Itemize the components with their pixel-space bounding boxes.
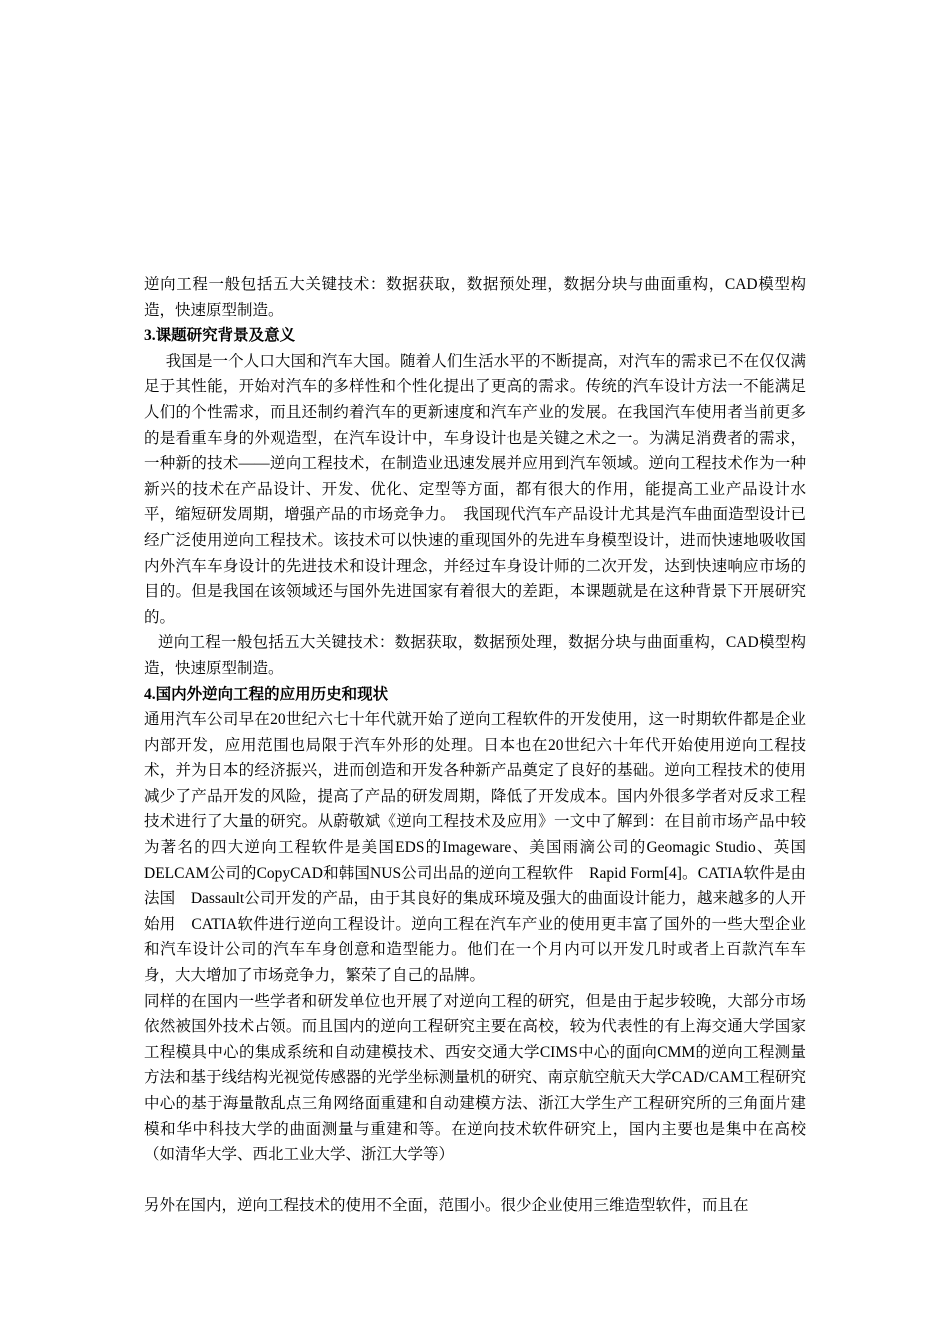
paragraph-key-tech: 逆向工程一般包括五大关键技术：数据获取，数据预处理，数据分块与曲面重构，CAD模型构造，快速原型制造。 [144,634,806,677]
document-page [144,272,806,1219]
paragraph-background: 我国是一个人口大国和汽车大国。随着人们生活水平的不断提高，对汽车的需求已不在仅仅满足于其性能，开始对汽车的多样性和个性化提出了更高的需求。传统的汽车设计方法一不能满足人们的个性需求，而且还制约着汽车的更新速度和汽车产业的发展。在我国汽车使用者当前更多的是看重车身的外观造型，在汽车设计中，车身设计也是关键之术之一。为满足消费者的需求，一种新的技术——逆向工程技术，在制造业迅速发展并应用到汽车领域。逆向工程技术作为一种新兴的技术在产品设计、开发、优化、定型等方面，都有很大的作用，能提高工业产品设计水平，缩短研发周期，增强产品的市场竞争力。 我国现代汽车产品设计尤其是汽车曲面造型设计已经广泛使用逆向工程技术。该技术可以快速的重现国外的先进车身模型设计，进而快速地吸收国内外汽车车身设计的先进技术和设计理念，并经过车身设计师的二次开发，达到快速响应市场的目的。但是我国在该领域还与国外先进国家有着很大的差距，本课题就是在这种背景下开展研究的。 [144,352,806,626]
section-heading-3: 3.课题研究背景及意义 [144,327,296,345]
paragraph-last: 另外在国内，逆向工程技术的使用不全面，范围小。很少企业使用三维造型软件，而且在 [144,1197,749,1215]
section-heading-4: 4.国内外逆向工程的应用历史和现状 [144,685,389,703]
blank-line [144,1168,806,1194]
paragraph-domestic: 同样的在国内一些学者和研发单位也开展了对逆向工程的研究，但是由于起步较晚，大部分市场依然被国外技术占领。而且国内的逆向工程研究主要在高校，较为代表性的有上海交通大学国家工程模具中心的集成系统和自动建模技术、西安交通大学CIMS中心的面向CMM的逆向工程测量方法和基于线结构光视觉传感器的光学坐标测量机的研究、南京航空航天大学CAD/CAM工程研究中心的基于海量散乱点三角网络面重建和自动建模方法、浙江大学生产工程研究所的三角面片建模和华中科技大学的曲面测量与重建和等。在逆向技术软件研究上，国内主要也是集中在高校（如清华大学、西北工业大学、浙江大学等） [144,992,806,1164]
paragraph-history: 通用汽车公司早在20世纪六七十年代就开始了逆向工程软件的开发使用，这一时期软件都是企业内部开发，应用范围也局限于汽车外形的处理。日本也在20世纪六十年代开始使用逆向工程技术，并为日本的经济振兴，进而创造和开发各种新产品奠定了良好的基础。逆向工程技术的使用减少了产品开发的风险，提高了产品的研发周期，降低了开发成本。国内外很多学者对反求工程技术进行了大量的研究。从蔚敬斌《逆向工程技术及应用》一文中了解到：在目前市场产品中较为著名的四大逆向工程软件是美国EDS的Imageware、美国雨滴公司的Geomagic Studio、英国DELCAM公司的CopyCAD和韩国NUS公司出品的逆向工程软件 Rapid Form[4]。CATIA软件是由法国 Dassault公司开发的产品，由于其良好的集成环境及强大的曲面设计能力，越来越多的人开始用 CATIA软件进行逆向工程设计。逆向工程在汽车产业的使用更丰富了国外的一些大型企业和汽车设计公司的汽车车身创意和造型能力。他们在一个月内可以开发几时或者上百款汽车车身，大大增加了市场竞争力，繁荣了自己的品牌。 [144,711,806,985]
paragraph-intro: 逆向工程一般包括五大关键技术：数据获取，数据预处理，数据分块与曲面重构，CAD模型构造，快速原型制造。 [144,276,806,319]
